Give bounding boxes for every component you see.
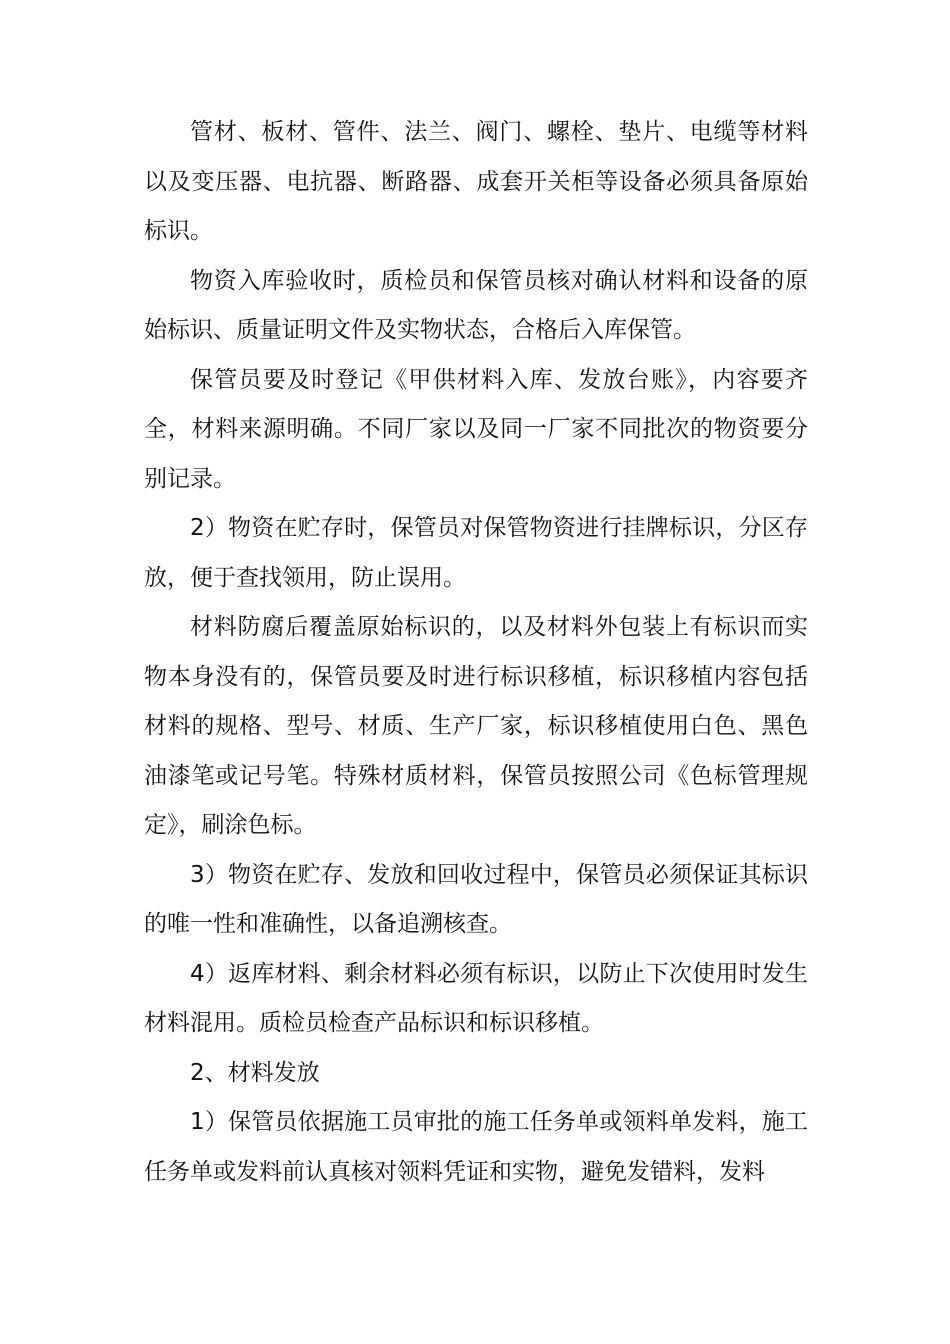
document-body (144, 108, 808, 1197)
paragraph-storage-tagging: 2）物资在贮存时，保管员对保管物资进行挂牌标识，分区存放，便于查找领用，防止误用。 (144, 515, 808, 591)
paragraph-issue-procedure: 1）保管员依据施工员审批的施工任务单或领料单发料，施工任务单或发料前认真核对领料凭证和实物，避免发错料，发料 (144, 1109, 808, 1185)
paragraph-marking-uniqueness: 3）物资在贮存、发放和回收过程中，保管员必须保证其标识的唯一性和准确性，以备追溯核查。 (144, 861, 808, 937)
paragraph-marking-transfer: 材料防腐后覆盖原始标识的，以及材料外包装上有标识而实物本身没有的，保管员要及时进行标识移植，标识移植内容包括材料的规格、型号、材质、生产厂家，标识移植使用白色、黑色油漆笔或记号笔。特殊材质材料，保管员按照公司《色标管理规定》，刷涂色标。 (144, 614, 808, 838)
paragraph-ledger-registration: 保管员要及时登记《甲供材料入库、发放台账》，内容要齐全，材料来源明确。不同厂家以及同一厂家不同批次的物资要分别记录。 (144, 366, 808, 492)
paragraph-original-marking: 管材、板材、管件、法兰、阀门、螺栓、垫片、电缆等材料以及变压器、电抗器、断路器、成套开关柜等设备必须具备原始标识。 (144, 119, 808, 244)
paragraph-returned-materials: 4）返库材料、剩余材料必须有标识，以防止下次使用时发生材料混用。质检员检查产品标识和标识移植。 (144, 960, 808, 1036)
paragraph-inbound-inspection: 物资入库验收时，质检员和保管员核对确认材料和设备的原始标识、质量证明文件及实物状态，合格后入库保管。 (144, 267, 808, 343)
section-heading-material-issue: 2、材料发放 (190, 1059, 320, 1086)
